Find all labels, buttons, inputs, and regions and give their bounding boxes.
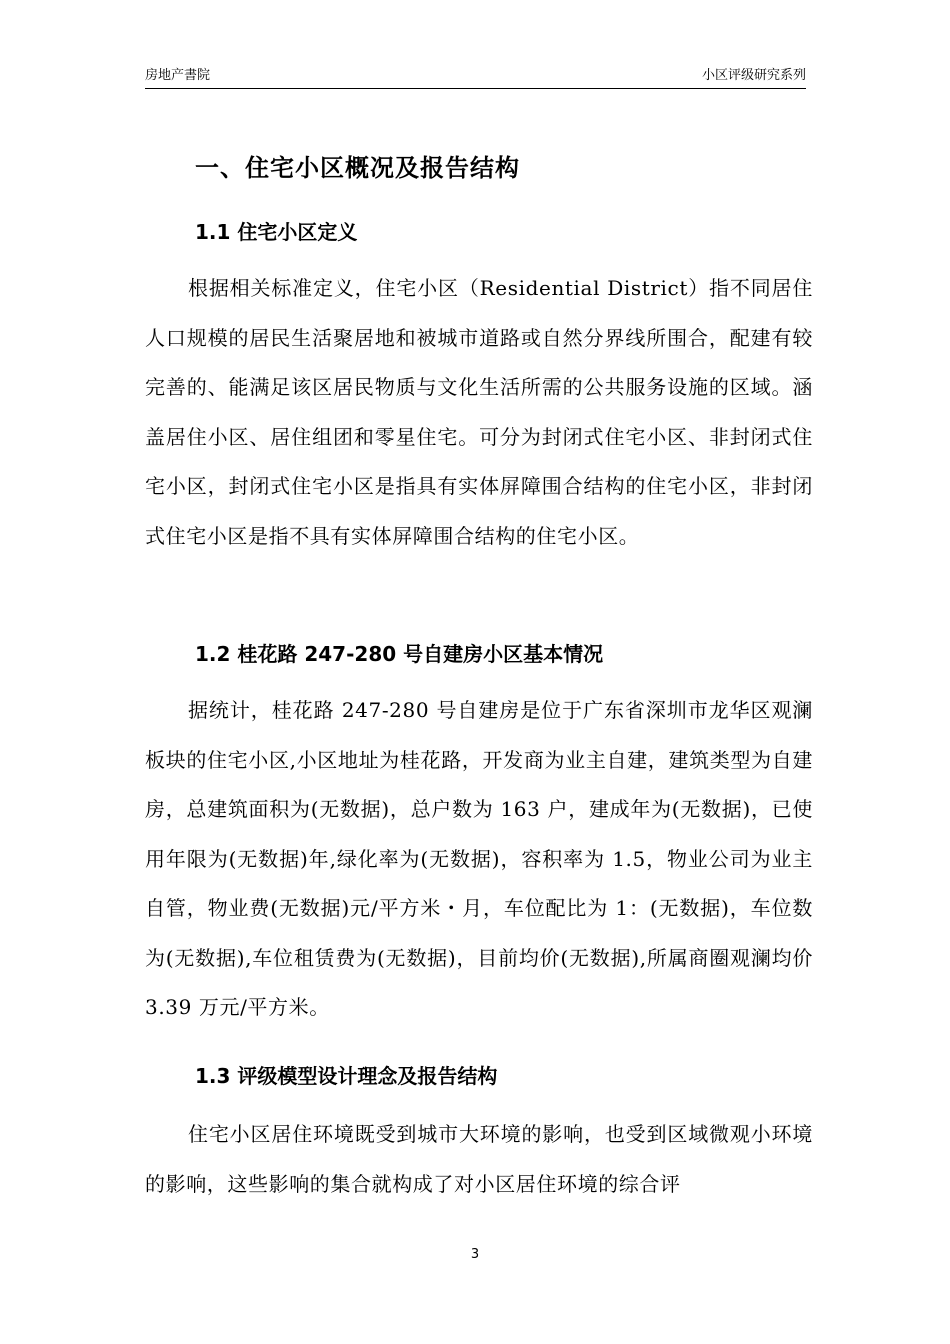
chapter-title: 一、住宅小区概况及报告结构 [195,154,520,182]
page-header [145,66,806,89]
header-right-title: 小区评级研究系列 [701,68,806,83]
page-number: 3 [470,1247,480,1262]
section-heading-1-1: 1.1 住宅小区定义 [195,220,358,244]
section-paragraph-1-2: 据统计，桂花路 247-280 号自建房是位于广东省深圳市龙华区观澜板块的住宅小区,小区地址为桂花路，开发商为业主自建，建筑类型为自建房，总建筑面积为(无数据)，总户数为 163 户，建成年为(无数据)，已使用年限为(无数据)年,绿化率为(无数据)，容积率为 1.5，物业公司为业主自管，物业费(无数据)元/平方米・月，车位配比为 1：(无数据)，车位数为(无数据),车位租赁费为(无数据)，目前均价(无数据),所属商圈观澜均价 3.39 万元/平方米。 [145,698,813,1019]
section-paragraph-1-3: 住宅小区居住环境既受到城市大环境的影响，也受到区域微观小环境的影响，这些影响的集合就构成了对小区居住环境的综合评 [145,1122,813,1196]
section-heading-1-3: 1.3 评级模型设计理念及报告结构 [195,1064,498,1088]
section-heading-1-2: 1.2 桂花路 247-280 号自建房小区基本情况 [195,642,604,666]
section-paragraph-1-1: 根据相关标准定义，住宅小区（Residential District）指不同居住人口规模的居民生活聚居地和被城市道路或自然分界线所围合，配建有较完善的、能满足该区居民物质与文化生活所需的公共服务设施的区域。涵盖居住小区、居住组团和零星住宅。可分为封闭式住宅小区、非封闭式住宅小区，封闭式住宅小区是指具有实体屏障围合结构的住宅小区，非封闭式住宅小区是指不具有实体屏障围合结构的住宅小区。 [145,276,813,548]
header-left-title: 房地产書院 [145,68,211,83]
